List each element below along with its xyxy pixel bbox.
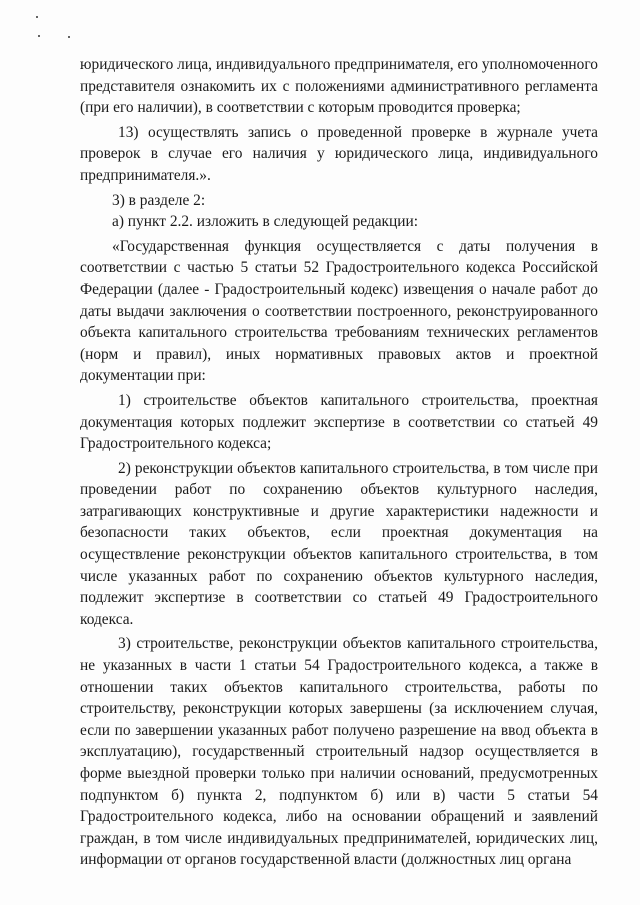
scan-speck (38, 35, 40, 37)
paragraph-quote: «Государственная функция осуществляется с даты получения в соответствии с частью 5 статьи 52 Градостроительного кодекса Российской Федерации (далее - Градостроительный кодекс) извещения о начале работ до даты выдачи заключения о соответствии построенного, реконструированного объекта капитального строительства требованиям технических регламентов (норм и правил), иных нормативных правовых актов и проектной документации при: (80, 237, 598, 385)
document-body (80, 54, 598, 871)
paragraph-item-1: 1) строительстве объектов капитального строительства, проектная документация которых подлежит экспертизе в соответствии со статьей 49 Градостроительного кодекса; (80, 391, 598, 453)
scan-speck (36, 16, 38, 18)
paragraph-item-3: 3) строительстве, реконструкции объектов капитального строительства, не указанных в части 1 статьи 54 Градостроительного кодекса, а также в отношении таких объектов капитального строительства, работы по строительству, реконструкции которых завершены (за исключением случая, если по завершении указанных работ получено разрешение на ввод объекта в эксплуатацию), государственный строительный надзор осуществляется в форме выездной проверки только при наличии оснований, предусмотренных подпунктом б) пункта 2, подпунктом б) или в) части 5 статьи 54 Градостроительного кодекса, либо на основании обращений и заявлений граждан, в том числе индивидуальных предпринимателей, юридических лиц, информации от органов государственной власти (должностных лиц органа (80, 635, 598, 869)
paragraph-section-2: 3) в разделе 2: (112, 191, 206, 209)
scan-speck (68, 36, 70, 38)
paragraph-item-13: 13) осуществлять запись о проведенной проверке в журнале учета проверок в случае его наличия у юридического лица, индивидуального предпринимателя.». (80, 123, 598, 184)
paragraph-item-2: 2) реконструкции объектов капитального строительства, в том числе при проведении работ по сохранению объектов культурного наследия, затрагивающих конструктивные и другие характеристики надежности и безопасности таких объектов, если проектная документация на осуществление реконструкции объектов капитального строительства, в том числе указанных работ по сохранению объектов культурного наследия, подлежит экспертизе в соответствии со статьей 49 Градостроительного кодекса. (80, 459, 598, 628)
paragraph-item-a: а) пункт 2.2. изложить в следующей редакции: (112, 213, 419, 231)
paragraph-continuation: юридического лица, индивидуального предпринимателя, его уполномоченного представителя ознакомить их с положениями административного регламента (при его наличии), в соответствии с которым проводится проверка; (80, 56, 598, 117)
